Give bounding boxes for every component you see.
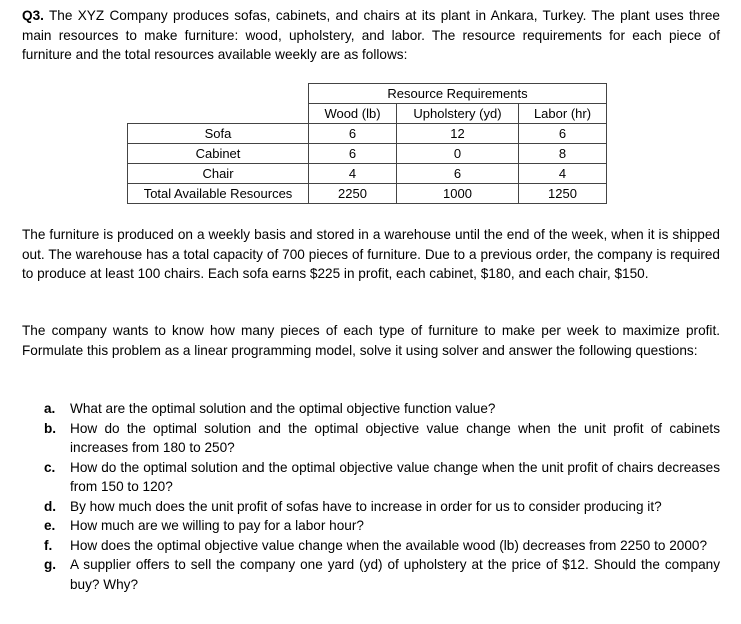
intro-text: The XYZ Company produces sofas, cabinets, and chairs at its plant in Ankara, Turkey. The plant uses three main resources to make furniture: wood, upholstery, and labor. The resource requirements for each piece of furniture and the total resources available weekly are as follows: [22,8,720,62]
row-label-sofa: Sofa [128,124,309,144]
item-letter: e. [44,518,56,533]
question-label: Q3. [22,8,44,23]
row-label-cabinet: Cabinet [128,144,309,164]
table-header-row [128,104,607,124]
item-letter: b. [44,420,57,436]
table-cell: 4 [309,164,397,184]
table-cell: 6 [309,144,397,164]
list-item [44,458,720,497]
group-header: Resource Requirements [309,84,607,104]
item-text: What are the optimal solution and the optimal objective function value? [70,401,496,416]
item-letter: d. [44,498,57,514]
list-item [44,399,720,419]
table-cell: 2250 [309,184,397,204]
item-text: How does the optimal objective value change when the available wood (lb) decreases from 2250 to 2000? [70,537,708,553]
table-cell: 6 [309,124,397,144]
list-item [44,555,720,594]
resource-table [127,83,607,204]
table-cell: 0 [397,144,519,164]
column-header-labor: Labor (hr) [519,104,607,124]
table-cell: 1250 [519,184,607,204]
empty-corner-cell [128,84,309,104]
item-text: How do the optimal solution and the optimal objective value change when the unit profit of cabinets increases from 180 to 250? [70,420,720,455]
item-text: By how much does the unit profit of sofas have to increase in order for us to consider producing it? [70,498,662,514]
item-letter: f. [44,537,53,553]
item-letter: a. [44,401,56,416]
empty-corner-cell [128,104,309,124]
paragraph-task: The company wants to know how many pieces of each type of furniture to make per week to maximize profit. Formulate this problem as a linear programming model, solve it using solver and answer the following questions: [22,323,720,358]
item-text: How do the optimal solution and the optimal objective value change when the unit profit of chairs decreases from 150 to 120? [70,459,720,494]
question-list [44,399,720,594]
table-row [128,144,607,164]
table-row [128,184,607,204]
row-label-chair: Chair [128,164,309,184]
table-cell: 12 [397,124,519,144]
table-row [128,164,607,184]
list-item [44,516,720,536]
table-cell: 8 [519,144,607,164]
list-item [44,536,720,556]
column-header-wood: Wood (lb) [309,104,397,124]
table-group-header-row [128,84,607,104]
table-cell: 6 [397,164,519,184]
item-letter: c. [44,459,56,475]
list-item [44,419,720,458]
item-letter: g. [44,557,57,572]
question-intro [22,6,720,65]
table-cell: 1000 [397,184,519,204]
table-cell: 6 [519,124,607,144]
table-cell: 4 [519,164,607,184]
paragraph-production: The furniture is produced on a weekly basis and stored in a warehouse until the end of the week, when it is shipped out. The warehouse has a total capacity of 700 pieces of furniture. Due to a previous order, the company is required to produce at least 100 chairs. Each sofa earns $225 in profit, each cabinet, $180, and each chair, $150. [22,227,720,281]
row-label-total: Total Available Resources [128,184,309,204]
list-item [44,497,720,517]
column-header-upholstery: Upholstery (yd) [397,104,519,124]
table-row [128,124,607,144]
item-text: How much are we willing to pay for a labor hour? [70,518,364,533]
item-text: A supplier offers to sell the company one yard (yd) of upholstery at the price of $12. Should the company buy? Why? [70,557,720,592]
